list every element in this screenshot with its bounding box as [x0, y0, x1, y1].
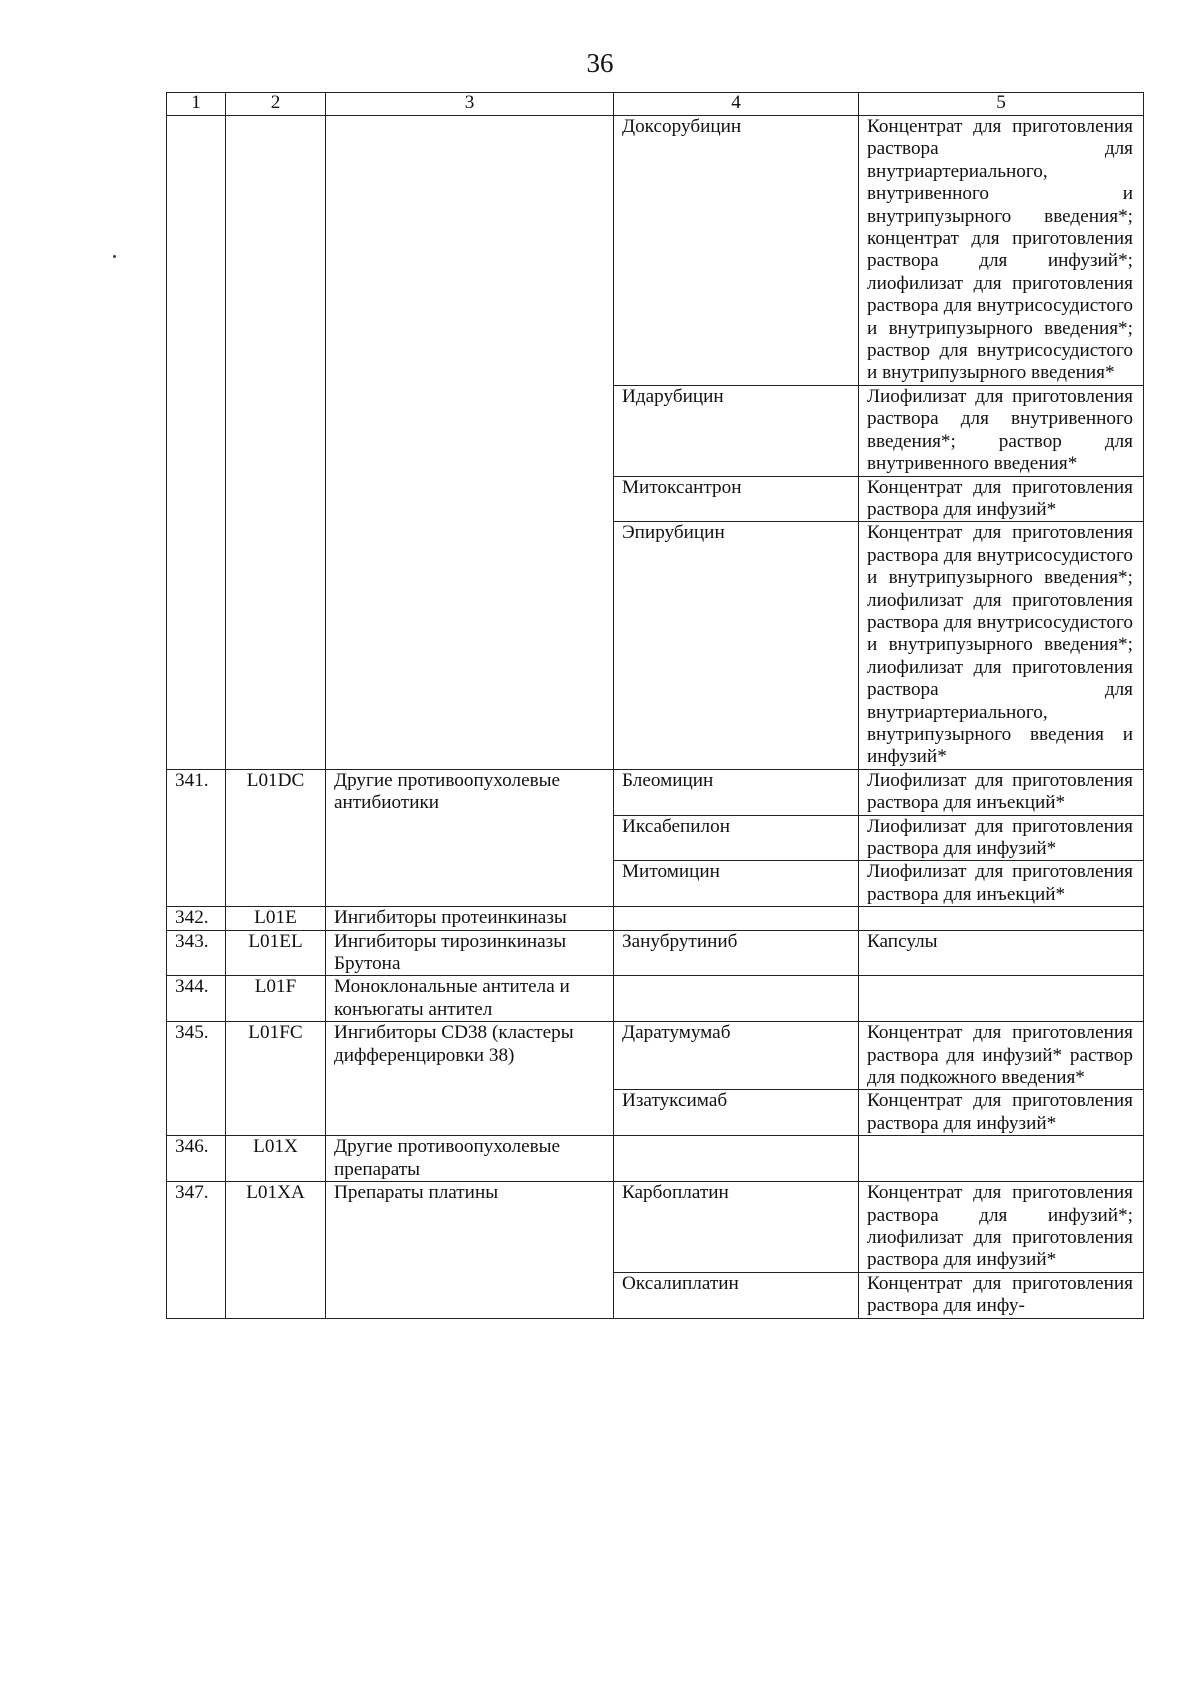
drug-name: Карбоплатин	[614, 1182, 859, 1273]
drug-name: Митоксантрон	[614, 476, 859, 522]
atc-code: L01XA	[226, 1182, 326, 1318]
atc-code: L01F	[226, 976, 326, 1022]
drug-name	[614, 1136, 859, 1182]
atc-code: L01FC	[226, 1022, 326, 1136]
atc-group-name: Другие противоопухолевые антибиотики	[326, 769, 614, 906]
drug-name: Блеомицин	[614, 769, 859, 815]
drug-name: Изатуксимаб	[614, 1090, 859, 1136]
page-number: 36	[586, 48, 614, 78]
drug-name	[614, 976, 859, 1022]
row-number: 343.	[167, 930, 226, 976]
atc-code: L01EL	[226, 930, 326, 976]
atc-code: L01E	[226, 907, 326, 930]
atc-group-name: Ингибиторы протеинкиназы	[326, 907, 614, 930]
dosage-form: Концентрат для приготовления раствора для внутрисосудистого и внутрипузырного введения*; лиофилизат для приготовления раствора для внутрисосудистого и внутрипузырного введения*; лиофилизат для приготовления раствора для внутриартериального, внутрипузырного введения и инфузий*	[859, 522, 1144, 769]
dosage-form: Лиофилизат для приготовления раствора для инъекций*	[859, 769, 1144, 815]
table-row	[167, 769, 1144, 815]
column-number: 4	[614, 93, 859, 116]
table-row	[167, 976, 1144, 1022]
dosage-form	[859, 1136, 1144, 1182]
table-row	[167, 907, 1144, 930]
drug-name	[614, 907, 859, 930]
column-number-row	[167, 93, 1144, 116]
drug-name: Оксалиплатин	[614, 1272, 859, 1318]
atc-code: L01DC	[226, 769, 326, 906]
atc-group-name: Другие противоопухолевые препараты	[326, 1136, 614, 1182]
table-row	[167, 1022, 1144, 1090]
drug-name: Занубрутиниб	[614, 930, 859, 976]
dosage-form: Концентрат для приготовления раствора для инфу-	[859, 1272, 1144, 1318]
drug-table	[166, 92, 1144, 1319]
dosage-form: Лиофилизат для приготовления раствора для инъекций*	[859, 861, 1144, 907]
dosage-form	[859, 907, 1144, 930]
drug-name: Митомицин	[614, 861, 859, 907]
row-number: 347.	[167, 1182, 226, 1318]
table-row	[167, 1136, 1144, 1182]
atc-group-name	[326, 116, 614, 770]
row-number	[167, 116, 226, 770]
dosage-form: Концентрат для приготовления раствора для инфузий* раствор для подкожного введения*	[859, 1022, 1144, 1090]
atc-group-name: Ингибиторы CD38 (кластеры дифференцировки 38)	[326, 1022, 614, 1136]
drug-name: Идарубицин	[614, 385, 859, 476]
table-row	[167, 930, 1144, 976]
drug-name: Доксорубицин	[614, 116, 859, 386]
row-number: 344.	[167, 976, 226, 1022]
column-number: 3	[326, 93, 614, 116]
atc-group-name: Ингибиторы тирозинкиназы Брутона	[326, 930, 614, 976]
column-number: 2	[226, 93, 326, 116]
dosage-form	[859, 976, 1144, 1022]
drug-name: Эпирубицин	[614, 522, 859, 769]
drug-name: Иксабепилон	[614, 815, 859, 861]
row-number: 342.	[167, 907, 226, 930]
atc-code: L01X	[226, 1136, 326, 1182]
atc-group-name: Моноклональные антитела и конъюгаты антител	[326, 976, 614, 1022]
dosage-form: Лиофилизат для приготовления раствора для инфузий*	[859, 815, 1144, 861]
dosage-form: Концентрат для приготовления раствора для внутриартериального, внутривенного и внутрипузырного введения*; концентрат для приготовления раствора для инфузий*; лиофилизат для приготовления раствора для внутрисосудистого и внутрипузырного введения*; раствор для внутрисосудистого и внутрипузырного введения*	[859, 116, 1144, 386]
table-row	[167, 1182, 1144, 1273]
atc-group-name: Препараты платины	[326, 1182, 614, 1318]
row-number: 346.	[167, 1136, 226, 1182]
scan-dot	[113, 255, 116, 258]
dosage-form: Концентрат для приготовления раствора для инфузий*	[859, 1090, 1144, 1136]
atc-code	[226, 116, 326, 770]
row-number: 345.	[167, 1022, 226, 1136]
dosage-form: Капсулы	[859, 930, 1144, 976]
row-number: 341.	[167, 769, 226, 906]
dosage-form: Лиофилизат для приготовления раствора для внутривенного введения*; раствор для внутривенного введения*	[859, 385, 1144, 476]
column-number: 5	[859, 93, 1144, 116]
dosage-form: Концентрат для приготовления раствора для инфузий*	[859, 476, 1144, 522]
dosage-form: Концентрат для приготовления раствора для инфузий*; лиофилизат для приготовления раствора для инфузий*	[859, 1182, 1144, 1273]
drug-name: Даратумумаб	[614, 1022, 859, 1090]
column-number: 1	[167, 93, 226, 116]
table-row	[167, 116, 1144, 386]
table-body	[167, 116, 1144, 1319]
